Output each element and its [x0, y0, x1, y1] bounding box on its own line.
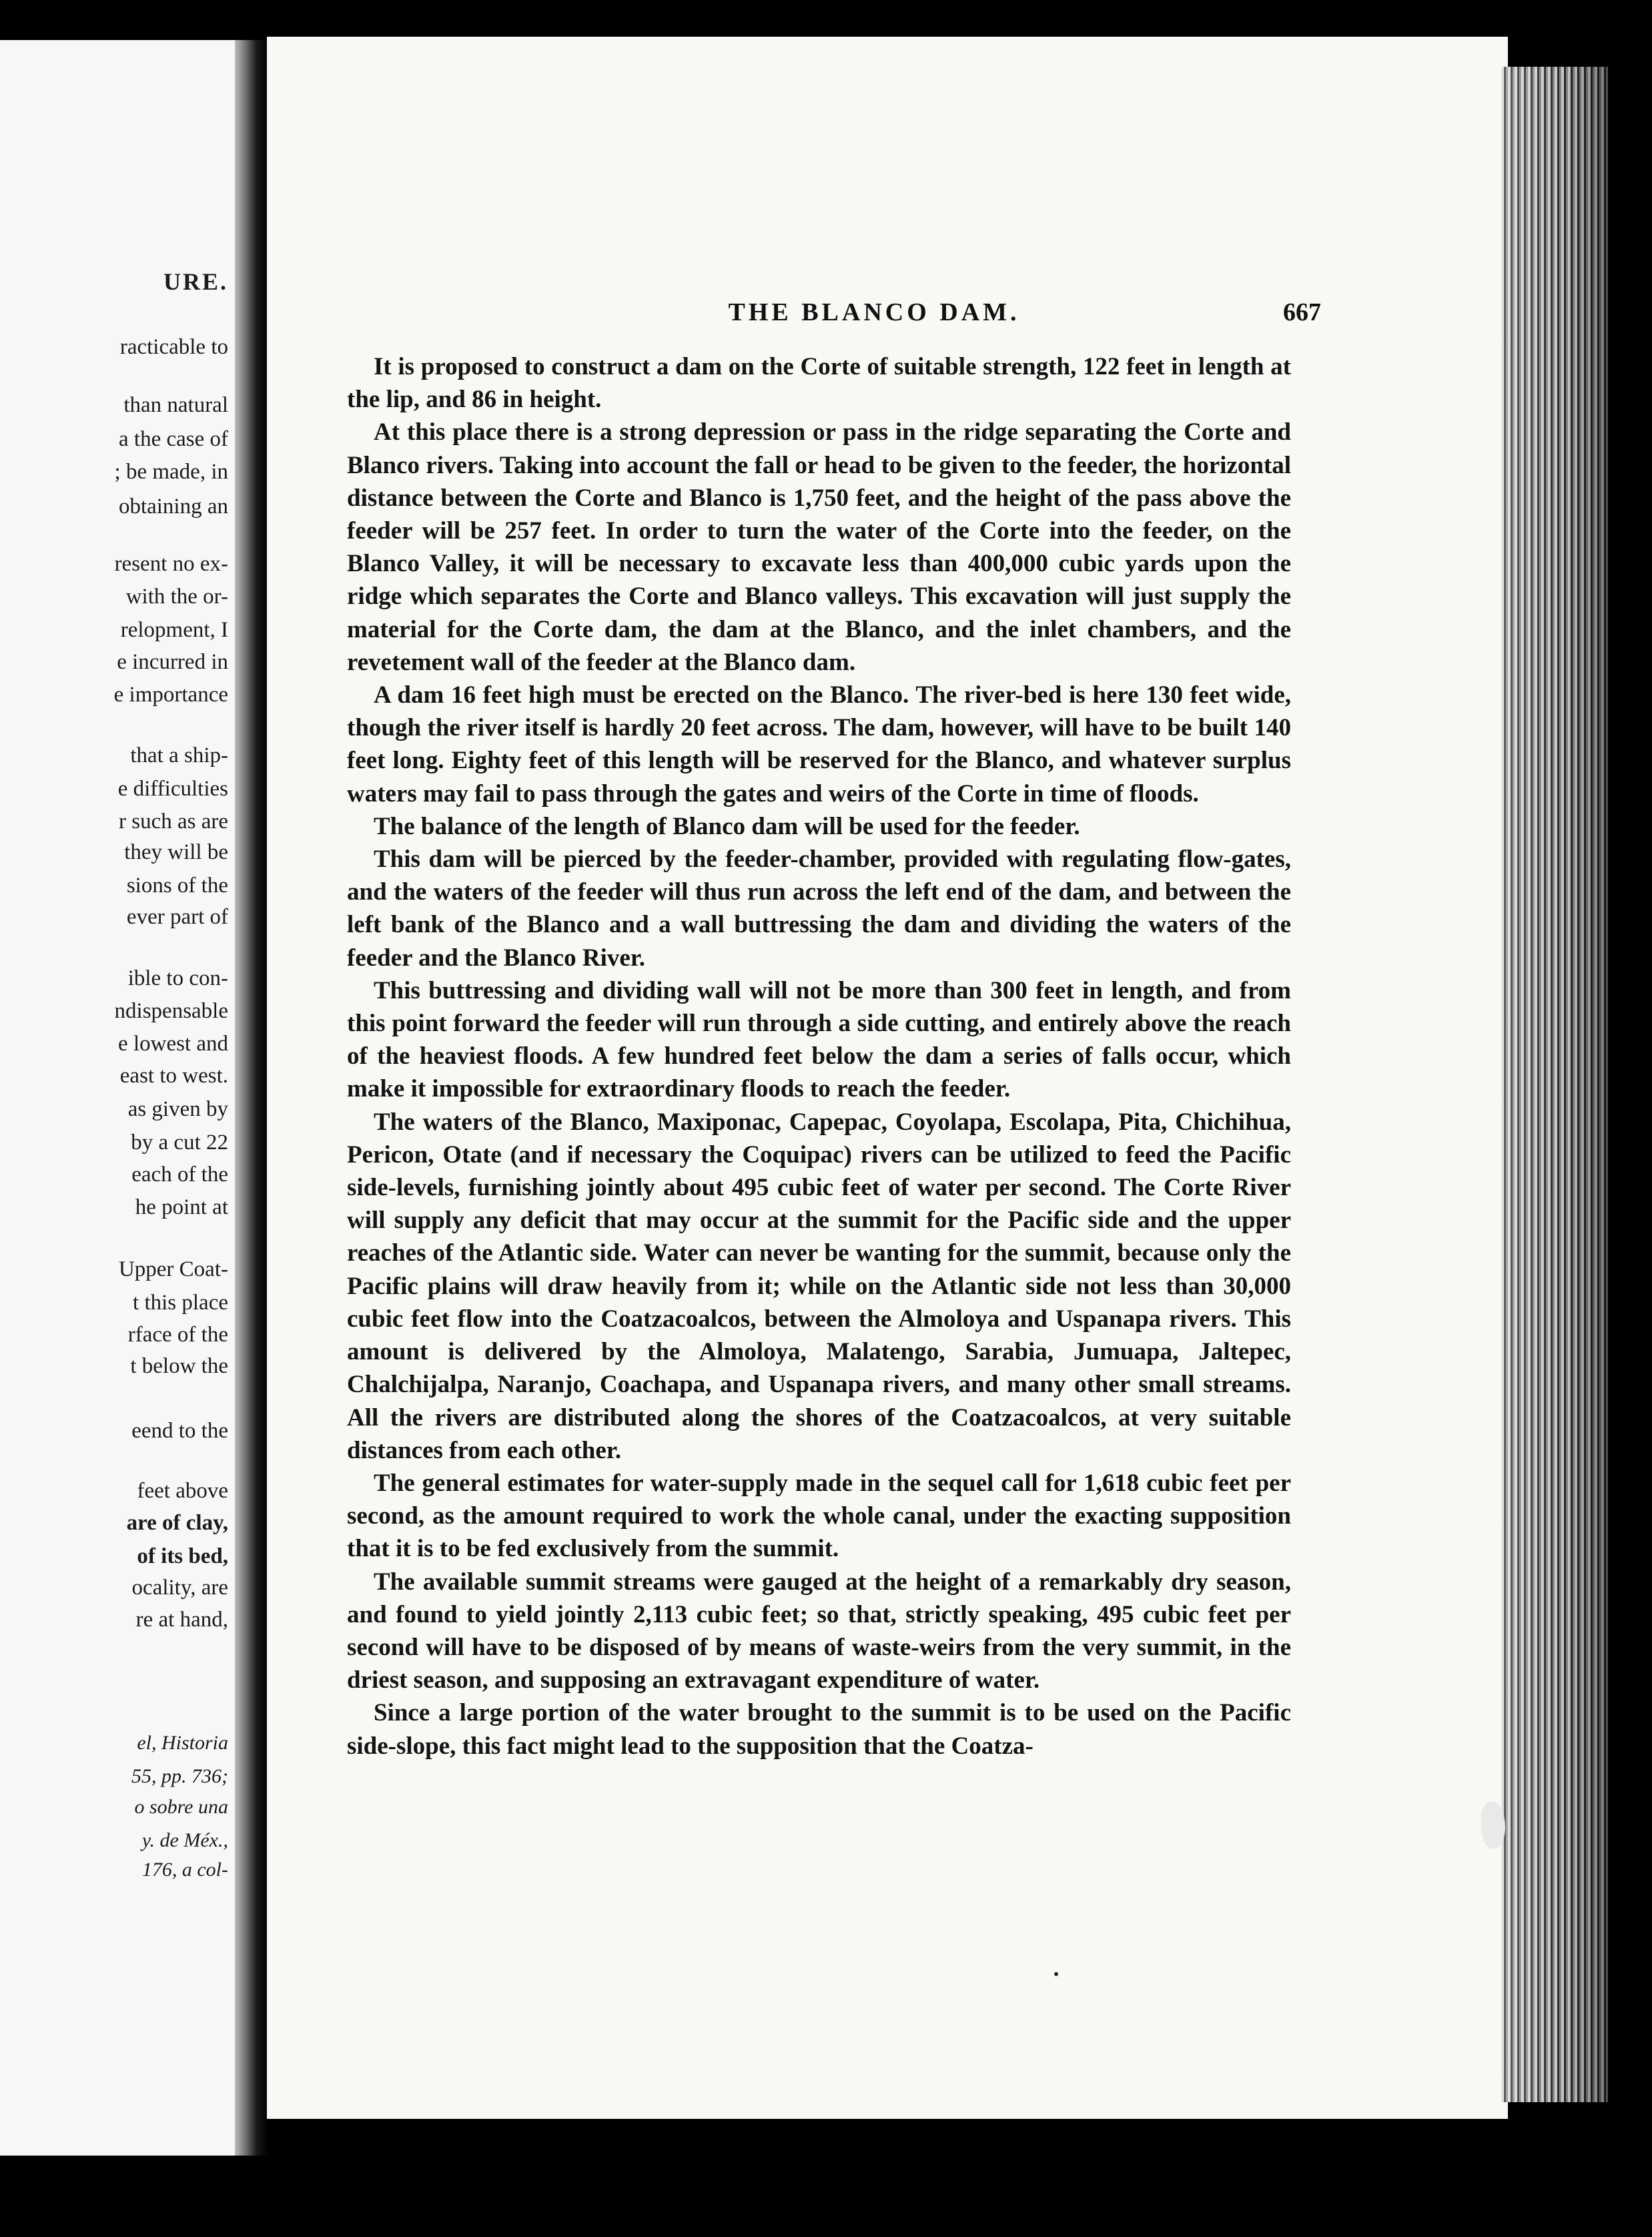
left-page-line: each of the: [131, 1163, 228, 1187]
left-page-line: by a cut 22: [131, 1131, 228, 1155]
running-head: THE BLANCO DAM.: [728, 298, 1020, 326]
printer-mark: [1054, 1972, 1058, 1976]
left-page-line: of its bed,: [137, 1544, 228, 1568]
left-page-line: feet above: [137, 1479, 228, 1503]
left-page-line: ; be made, in: [114, 460, 228, 484]
left-page-line: eend to the: [131, 1419, 228, 1443]
left-page-line: racticable to: [119, 335, 228, 359]
left-page-line: that a ship-: [130, 743, 228, 767]
left-page-line: el, Historia: [137, 1732, 228, 1754]
body-paragraph: Since a large portion of the water brought to the summit is to be used on the Pacific side-slope, this fact might lead to the supposition that the Coatza-: [347, 1699, 1291, 1760]
body-paragraph: It is proposed to construct a dam on the Corte of suitable strength, 122 feet in length at the lip, and 86 in height.: [347, 353, 1291, 414]
left-page-line: ible to con-: [127, 966, 228, 990]
page-edges-shade: [1501, 67, 1608, 2102]
left-page-line: re at hand,: [135, 1608, 228, 1632]
left-page-line: east to west.: [119, 1064, 228, 1088]
left-page-line: URE.: [163, 268, 228, 295]
page-number: 667: [1283, 298, 1321, 326]
left-page-line: resent no ex-: [114, 552, 228, 576]
left-page-line: as given by: [127, 1097, 228, 1121]
left-page-line: a the case of: [119, 427, 228, 451]
left-page-line: relopment, I: [120, 618, 228, 642]
left-page-line: t below the: [130, 1354, 228, 1378]
book-gutter: [235, 40, 268, 2156]
left-page-line: ever part of: [126, 905, 228, 929]
body-paragraph: This dam will be pierced by the feeder-chamber, provided with regulating flow-gates, and the waters of the feeder will thus run across the left end of the dam, and between the left bank of the Blanco and a wall buttressing the dam and dividing the waters of the feeder and the Blanco River.: [347, 846, 1291, 972]
left-page-line: with the or-: [125, 585, 228, 609]
left-page-line: they will be: [124, 840, 228, 864]
left-page-line: t this place: [133, 1291, 228, 1315]
body-text: [347, 350, 1291, 1763]
left-page-line: e incurred in: [117, 650, 228, 674]
left-page-line: rface of the: [127, 1323, 228, 1347]
body-paragraph: This buttressing and dividing wall will not be more than 300 feet in length, and from this point forward the feeder will run through a side cutting, and entirely above the reach of the heaviest floods. A few hundred feet below the dam a series of falls occur, which make it impossible for extraordinary floods to reach the feeder.: [347, 976, 1291, 1103]
body-paragraph: The balance of the length of Blanco dam will be used for the feeder.: [374, 812, 1080, 840]
left-page: [0, 40, 240, 2156]
body-paragraph: A dam 16 feet high must be erected on the Blanco. The river-bed is here 130 feet wide, though the river itself is hardly 20 feet across. The dam, however, will have to be built 140 feet long. Eighty feet of this length will be reserved for the Blanco, and whatever surplus waters may fail to pass through the gates and weirs of the Corte in time of floods.: [347, 681, 1291, 808]
left-page-line: obtaining an: [118, 495, 228, 519]
left-page-line: e importance: [113, 683, 228, 707]
body-paragraph: The waters of the Blanco, Maxiponac, Capepac, Coyolapa, Escolapa, Pita, Chichihua, Pericon, Otate (and if necessary the Coquipac) rivers can be utilized to feed the Pacific side-levels, furnishing jointly about 495 cubic feet of water per second. The Corte River will supply any deficit that may occur at the summit for the Pacific side and the upper reaches of the Atlantic side. Water can never be wanting for the summit, because only the Pacific plains will draw heavily from it; while on the Atlantic side not less than 30,000 cubic feet flow into the Coatzacoalcos, between the Almoloya and Uspanapa rivers. This amount is delivered by the Almoloya, Malatengo, Sarabia, Jumuapa, Jaltepec, Chalchijalpa, Naranjo, Coachapa, and Uspanapa rivers, and many other small streams. All the rivers are distributed along the shores of the Coatzacoalcos, at very suitable distances from each other.: [347, 1108, 1291, 1464]
left-page-line: 55, pp. 736;: [131, 1765, 228, 1787]
left-page-line: r such as are: [118, 810, 228, 834]
left-page-line: he point at: [135, 1195, 228, 1219]
body-paragraph: The general estimates for water-supply made in the sequel call for 1,618 cubic feet per second, as the amount required to work the whole canal, under the exacting supposition that it is to be fed exclusively from the summit.: [347, 1469, 1291, 1563]
left-page-line: o sobre una: [134, 1796, 228, 1818]
left-page-line: Upper Coat-: [118, 1257, 228, 1281]
left-page-line: ndispensable: [114, 999, 228, 1023]
left-page-line: y. de Méx.,: [141, 1829, 228, 1851]
left-page-line: are of clay,: [126, 1511, 228, 1535]
left-page-line: ocality, are: [131, 1576, 228, 1600]
left-page-line: sions of the: [126, 874, 228, 898]
body-paragraph: At this place there is a strong depression or pass in the ridge separating the Corte and Blanco rivers. Taking into account the fall or head to be given to the feeder, the horizontal distance between the Corte and Blanco is 1,750 feet, and the height of the pass above the feeder will be 257 feet. In order to turn the water of the Corte into the feeder, on the Blanco Valley, it will be necessary to excavate less than 400,000 cubic yards upon the ridge which separates the Corte and Blanco valleys. This excavation will just supply the material for the Corte dam, the dam at the Blanco, and the inlet chambers, and the revetement wall of the feeder at the Blanco dam.: [347, 418, 1291, 676]
body-paragraph: The available summit streams were gauged at the height of a remarkably dry season, and found to yield jointly 2,113 cubic feet; so that, strictly speaking, 495 cubic feet per second will have to be disposed of by means of waste-weirs from the very summit, in the driest season, and supposing an extravagant expenditure of water.: [347, 1568, 1291, 1694]
left-page-line: than natural: [123, 393, 228, 417]
left-page-line: 176, a col-: [141, 1859, 228, 1881]
left-page-line: e difficulties: [117, 777, 228, 801]
left-page-line: e lowest and: [118, 1032, 228, 1056]
